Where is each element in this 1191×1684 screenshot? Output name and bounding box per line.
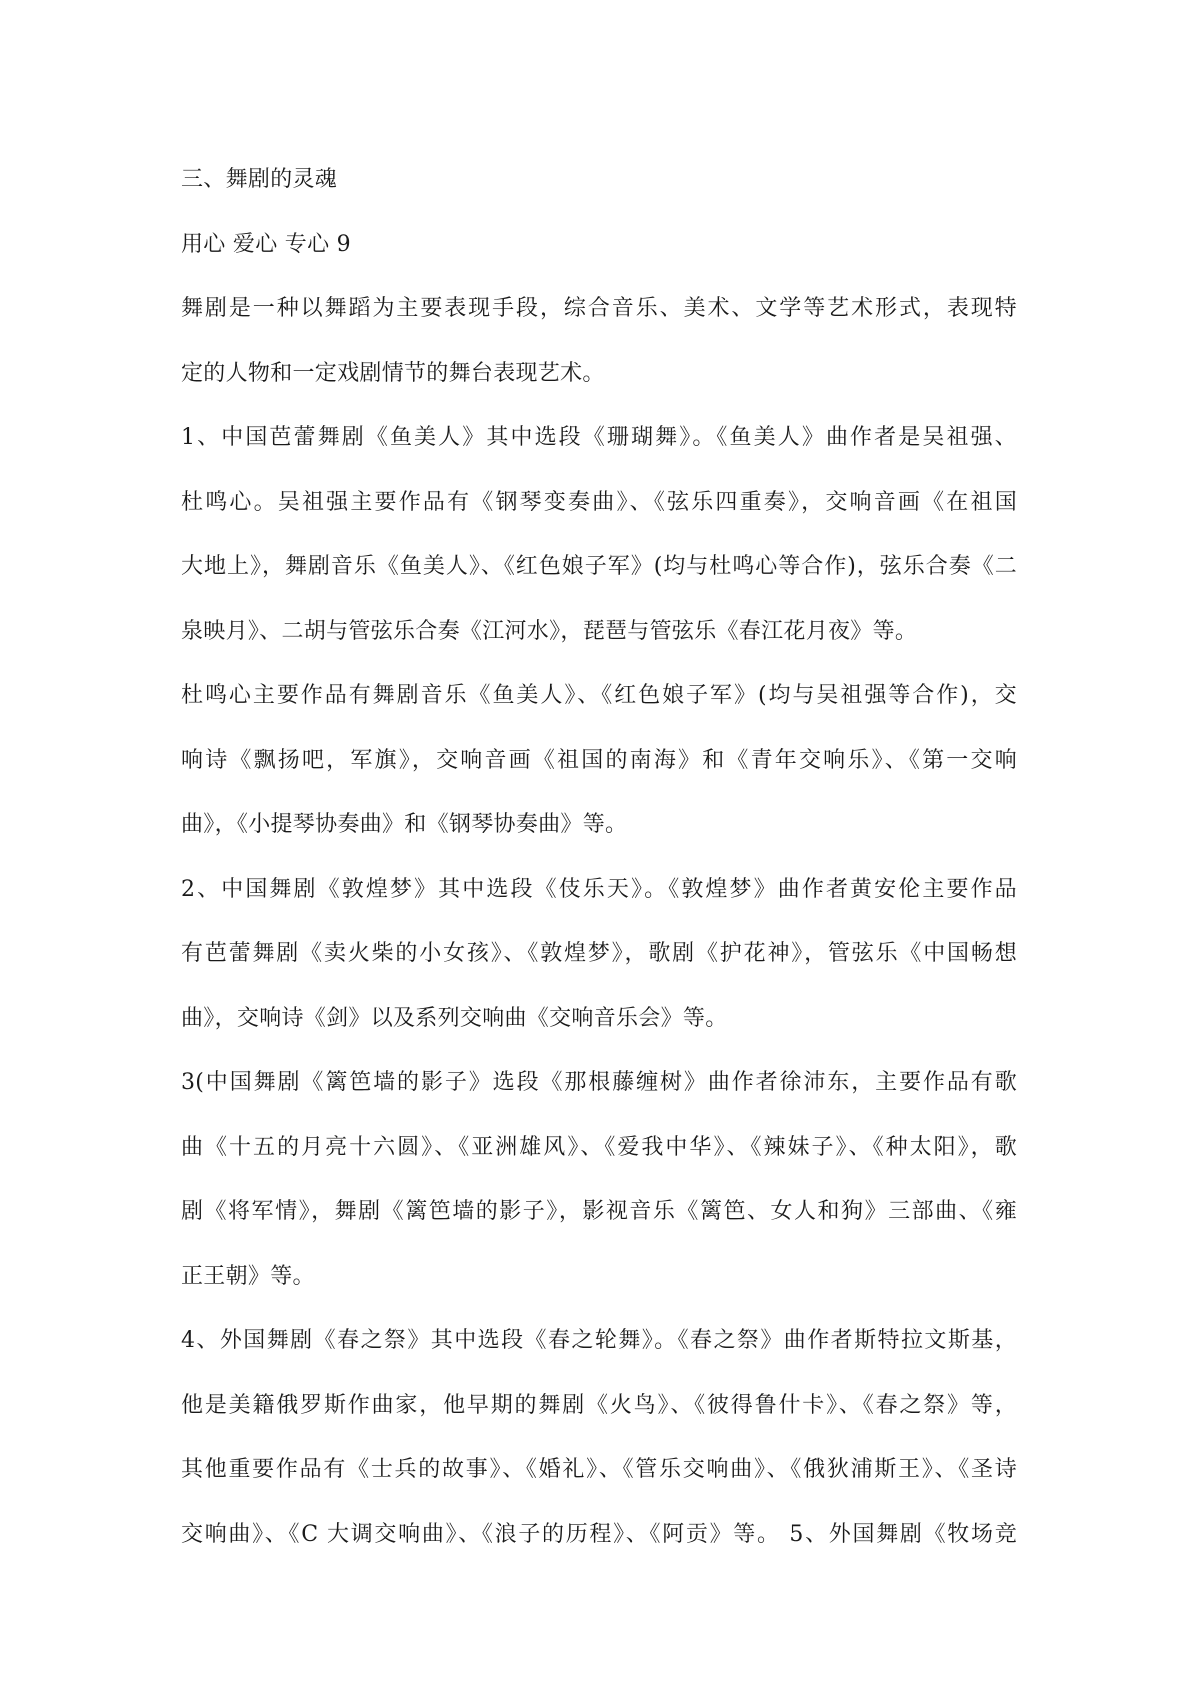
section-heading: 三、舞剧的灵魂 (181, 167, 338, 192)
text-line: 舞剧是一种以舞蹈为主要表现手段，综合音乐、美术、文学等艺术形式，表现特 (181, 296, 1017, 321)
text-line: 有芭蕾舞剧《卖火柴的小女孩》、《敦煌梦》，歌剧《护花神》，管弦乐《中国畅想 (181, 941, 1017, 966)
text-line: 曲《十五的月亮十六圆》、《亚洲雄风》、《爱我中华》、《辣妹子》、《种太阳》，歌 (181, 1134, 1017, 1160)
text-line: 4、外国舞剧《春之祭》其中选段《春之轮舞》。《春之祭》曲作者斯特拉文斯基， (181, 1328, 1017, 1353)
text-line: 他是美籍俄罗斯作曲家，他早期的舞剧《火鸟》、《彼得鲁什卡》、《春之祭》等， (181, 1392, 1017, 1418)
text-line: 杜鸣心主要作品有舞剧音乐《鱼美人》、《红色娘子军》(均与吴祖强等合作)，交 (181, 683, 1017, 708)
text-line: 泉映月》、二胡与管弦乐合奏《江河水》，琵琶与管弦乐《春江花月夜》等。 (181, 618, 918, 644)
text-line: 大地上》，舞剧音乐《鱼美人》、《红色娘子军》(均与杜鸣心等合作)，弦乐合奏《二 (181, 554, 1017, 579)
document-body (181, 148, 1017, 1567)
text-line: 曲》，《小提琴协奏曲》和《钢琴协奏曲》等。 (181, 812, 628, 837)
text-line: 交响曲》、《C 大调交响曲》、《浪子的历程》、《阿贡》等。 5、外国舞剧《牧场竞 (181, 1521, 1017, 1547)
text-line: 1、中国芭蕾舞剧《鱼美人》其中选段《珊瑚舞》。《鱼美人》曲作者是吴祖强、 (181, 425, 1017, 450)
text-line: 其他重要作品有《士兵的故事》、《婚礼》、《管乐交响曲》、《俄狄浦斯王》、《圣诗 (181, 1457, 1017, 1482)
text-line: 响诗《飘扬吧，军旗》，交响音画《祖国的南海》和《青年交响乐》、《第一交响 (181, 747, 1017, 773)
text-line: 定的人物和一定戏剧情节的舞台表现艺术。 (181, 360, 605, 386)
text-line: 3(中国舞剧《篱笆墙的影子》选段《那根藤缠树》曲作者徐沛东，主要作品有歌 (181, 1070, 1017, 1095)
text-line: 曲》，交响诗《剑》以及系列交响曲《交响音乐会》等。 (181, 1005, 728, 1031)
text-line: 剧《将军情》，舞剧《篱笆墙的影子》，影视音乐《篱笆、女人和狗》三部曲、《雍 (181, 1199, 1017, 1224)
text-line: 2、中国舞剧《敦煌梦》其中选段《伎乐天》。《敦煌梦》曲作者黄安伦主要作品 (181, 876, 1017, 902)
text-line: 正王朝》等。 (181, 1263, 315, 1289)
text-line: 用心 爱心 专心 9 (181, 231, 351, 257)
text-line: 杜鸣心。吴祖强主要作品有《钢琴变奏曲》、《弦乐四重奏》，交响音画《在祖国 (181, 489, 1017, 515)
